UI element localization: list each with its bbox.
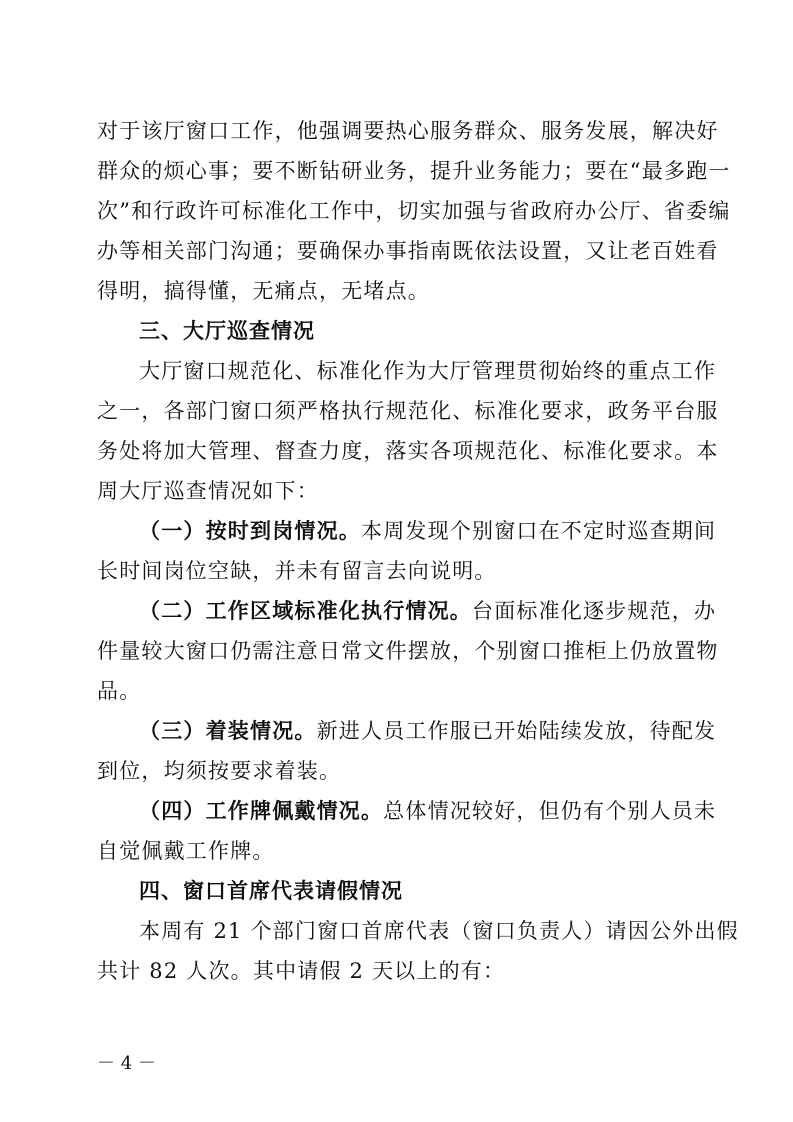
list-item: [139, 596, 716, 626]
section-heading: 三、大厅巡查情况: [139, 319, 315, 343]
paragraph-line: 自觉佩戴工作牌。: [97, 839, 275, 863]
paragraph-line: 务处将加大管理、督查力度，落实各项规范化、标准化要求。本: [97, 439, 719, 463]
section-heading: 四、窗口首席代表请假情况: [139, 879, 403, 903]
list-item: [139, 716, 716, 746]
paragraph-line: 长时间岗位空缺，并未有留言去向说明。: [97, 559, 497, 583]
item-text: 本周发现个别窗口在不定时巡查期间: [361, 519, 717, 543]
paragraph-line: 办等相关部门沟通；要确保办事指南既依法设置，又让老百姓看: [97, 239, 719, 263]
item-label: （一）按时到岗情况。: [139, 518, 361, 543]
item-label: （四）工作牌佩戴情况。: [139, 798, 384, 823]
paragraph-line: 品。: [97, 679, 142, 703]
item-text: 台面标准化逐步规范，办: [472, 599, 717, 623]
paragraph-line: 得明，搞得懂，无痛点，无堵点。: [97, 279, 430, 303]
page-number: － 4 －: [97, 1053, 156, 1074]
paragraph-line: 对于该厅窗口工作，他强调要热心服务群众、服务发展，解决好: [97, 119, 719, 143]
item-text: 总体情况较好，但仍有个别人员未: [383, 799, 717, 823]
paragraph-line: 群众的烦心事；要不断钻研业务，提升业务能力；要在“最多跑一: [97, 159, 731, 183]
paragraph-line: 本周有 21 个部门窗口首席代表（窗口负责人）请因公外出假: [139, 919, 739, 943]
paragraph-line: 到位，均须按要求着装。: [97, 759, 342, 783]
paragraph-line: 次”和行政许可标准化工作中，切实加强与省政府办公厅、省委编: [97, 199, 731, 223]
item-text: 新进人员工作服已开始陆续发放，待配发: [316, 719, 717, 743]
paragraph-line: 件量较大窗口仍需注意日常文件摆放，个别窗口推柜上仍放置物: [97, 639, 719, 663]
list-item: [139, 516, 716, 546]
item-label: （三）着装情况。: [139, 718, 317, 743]
paragraph-line: 大厅窗口规范化、标准化作为大厅管理贯彻始终的重点工作: [139, 359, 717, 383]
paragraph-line: 周大厅巡查情况如下：: [97, 479, 319, 503]
item-label: （二）工作区域标准化执行情况。: [139, 598, 472, 623]
paragraph-line: 之一，各部门窗口须严格执行规范化、标准化要求，政务平台服: [97, 399, 719, 423]
list-item: [139, 796, 716, 826]
paragraph-line: 共计 82 人次。其中请假 2 天以上的有：: [97, 959, 506, 983]
